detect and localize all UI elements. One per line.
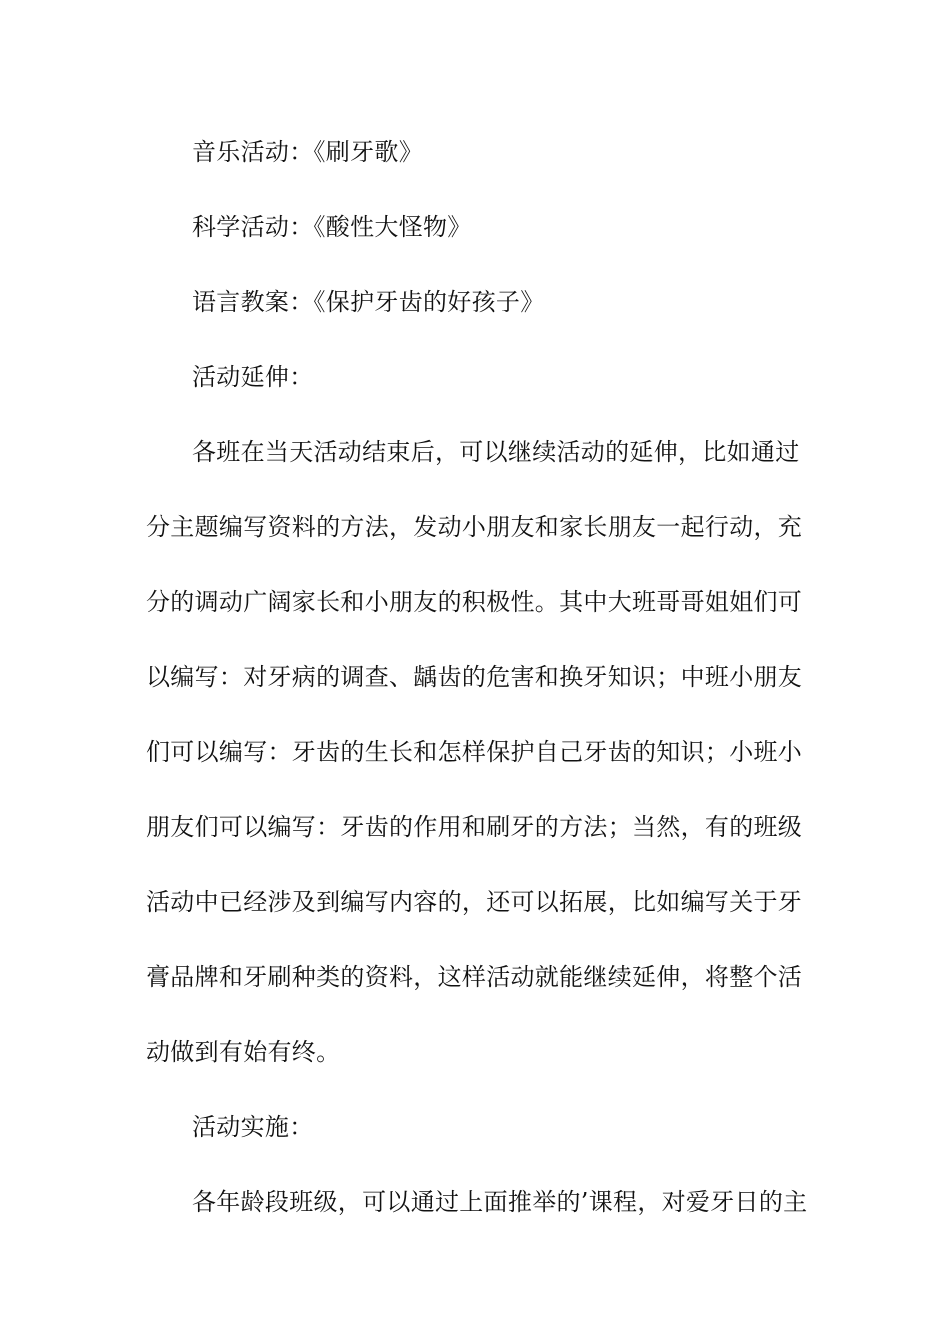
activity-implementation-heading: 活动实施： [192, 1113, 314, 1141]
activity-extension-heading: 活动延伸： [192, 363, 314, 391]
paragraph-line: 们可以编写：牙齿的生长和怎样保护自己牙齿的知识；小班小 [146, 738, 803, 766]
paragraph-line: 各年龄段班级，可以通过上面推举的’课程，对爱牙日的主 [192, 1188, 808, 1216]
paragraph-line: 分的调动广阔家长和小朋友的积极性。其中大班哥哥姐姐们可 [146, 588, 803, 616]
paragraph-line: 分主题编写资料的方法，发动小朋友和家长朋友一起行动，充 [146, 513, 803, 541]
paragraph-line: 以编写：对牙病的调查、龋齿的危害和换牙知识；中班小朋友 [146, 663, 803, 691]
paragraph-line: 动做到有始有终。 [146, 1038, 341, 1066]
language-lesson-line: 语言教案：《保护牙齿的好孩子》 [192, 288, 545, 316]
paragraph-line: 各班在当天活动结束后，可以继续活动的延伸，比如通过 [192, 438, 800, 466]
paragraph-line: 活动中已经涉及到编写内容的，还可以拓展，比如编写关于牙 [146, 888, 803, 916]
paragraph-line: 膏品牌和牙刷种类的资料，这样活动就能继续延伸，将整个活 [146, 963, 803, 991]
paragraph-line: 朋友们可以编写：牙齿的作用和刷牙的方法；当然，有的班级 [146, 813, 803, 841]
science-activity-line: 科学活动：《酸性大怪物》 [192, 213, 472, 241]
music-activity-line: 音乐活动：《刷牙歌》 [192, 138, 423, 166]
